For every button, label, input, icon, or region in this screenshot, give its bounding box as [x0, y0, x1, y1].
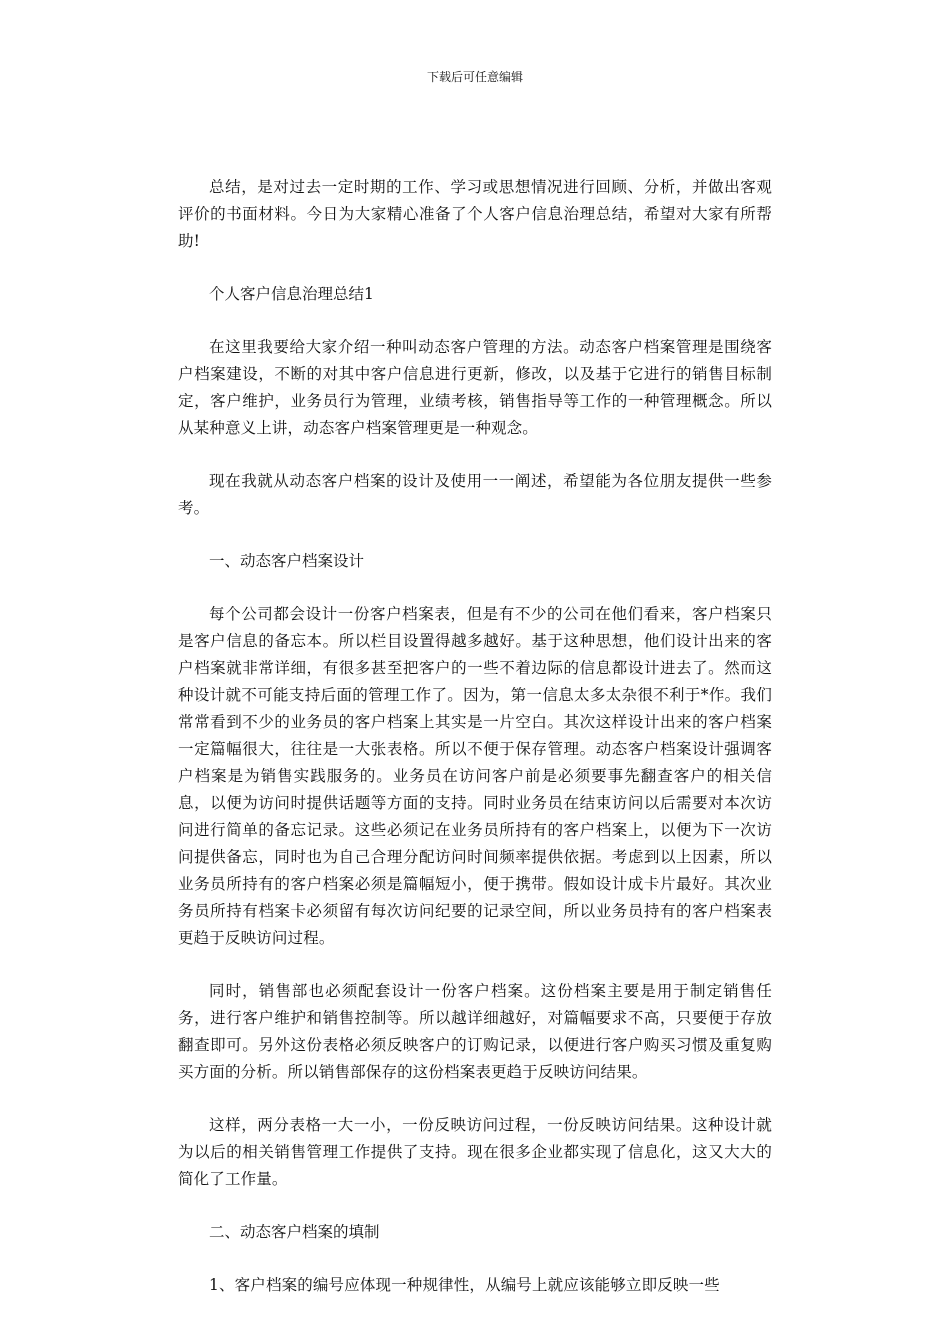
paragraph-3: 每个公司都会设计一份客户档案表，但是有不少的公司在他们看来，客户档案只是客户信息的备忘本。所以栏目设置得越多越好。基于这种思想，他们设计出来的客户档案就非常详细，有很多甚至把客户的一些不着边际的信息都设计进去了。然而这种设计就不可能支持后面的管理工作了。因为，第一信息太多太杂很不利于*作。我们常常看到不少的业务员的客户档案上其实是一片空白。其次这样设计出来的客户档案一定篇幅很大，往往是一大张表格。所以不便于保存管理。动态客户档案设计强调客户档案是为销售实践服务的。业务员在访问客户前是必须要事先翻查客户的相关信息，以便为访问时提供话题等方面的支持。同时业务员在结束访问以后需要对本次访问进行简单的备忘记录。这些必须记在业务员所持有的客户档案上，以便为下一次访问提供备忘，同时也为自己合理分配访问时间频率提供依据。考虑到以上因素，所以业务员所持有的客户档案必须是篇幅短小，便于携带。假如设计成卡片最好。其次业务员所持有档案卡必须留有每次访问纪要的记录空间，所以业务员持有的客户档案表更趋于反映访问过程。	[178, 605, 772, 947]
paragraph-5: 这样，两分表格一大一小，一份反映访问过程，一份反映访问结果。这种设计就为以后的相关销售管理工作提供了支持。现在很多企业都实现了信息化，这又大大的简化了工作量。	[178, 1116, 772, 1188]
header-note: 下载后可任意编辑	[426, 70, 523, 84]
paragraph-1: 在这里我要给大家介绍一种叫动态客户管理的方法。动态客户档案管理是围绕客户档案建设，不断的对其中客户信息进行更新，修改，以及基于它进行的销售目标制定，客户维护，业务员行为管理，业绩考核，销售指导等工作的一种管理概念。所以从某种意义上讲，动态客户档案管理更是一种观念。	[178, 338, 772, 437]
section-heading-1: 一、动态客户档案设计	[209, 552, 365, 570]
section-heading-2: 二、动态客户档案的填制	[209, 1223, 380, 1241]
paragraph-4: 同时，销售部也必须配套设计一份客户档案。这份档案主要是用于制定销售任务，进行客户维护和销售控制等。所以越详细越好，对篇幅要求不高，只要便于存放翻查即可。另外这份表格必须反映客户的订购记录，以便进行客户购买习惯及重复购买方面的分析。所以销售部保存的这份档案表更趋于反映访问结果。	[178, 982, 772, 1081]
paragraph-2: 现在我就从动态客户档案的设计及使用一一阐述，希望能为各位朋友提供一些参考。	[178, 472, 772, 517]
intro-paragraph: 总结，是对过去一定时期的工作、学习或思想情况进行回顾、分析，并做出客观评价的书面材料。今日为大家精心准备了个人客户信息治理总结，希望对大家有所帮助!	[178, 178, 772, 250]
summary-title: 个人客户信息治理总结1	[209, 285, 374, 303]
paragraph-6: 1、客户档案的编号应体现一种规律性，从编号上就应该能够立即反映一些	[209, 1276, 720, 1294]
document-body	[178, 174, 772, 1325]
